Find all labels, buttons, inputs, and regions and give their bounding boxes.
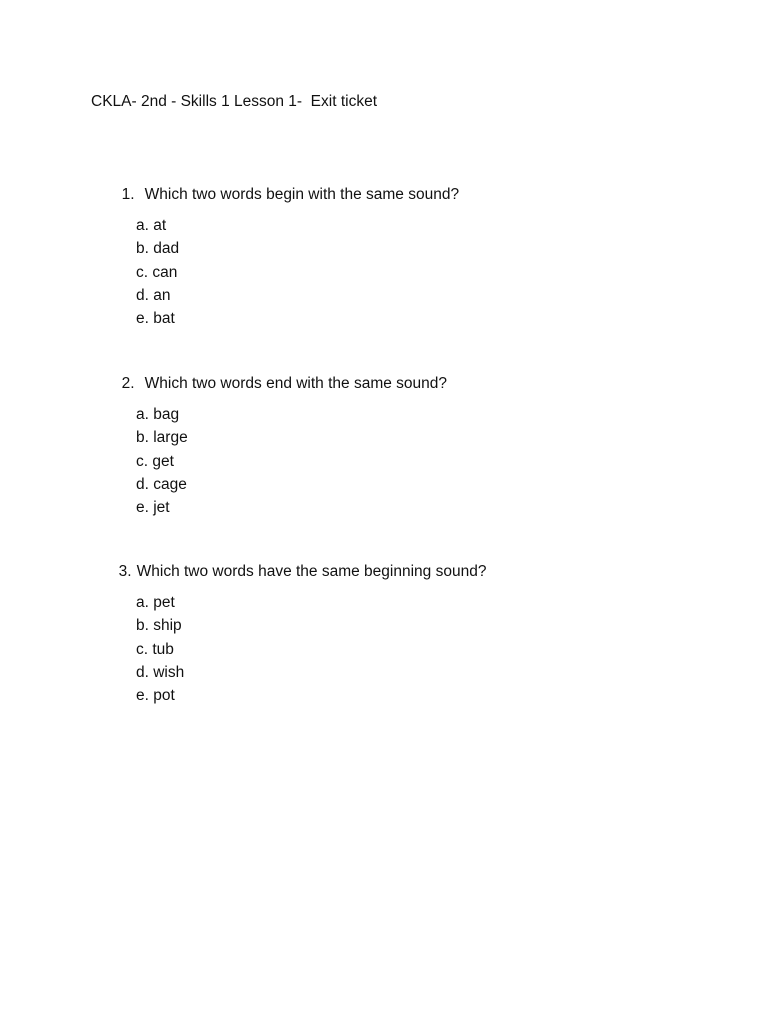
answer-option: d. cage: [136, 475, 187, 493]
answer-option: a. at: [136, 217, 167, 234]
question-1: [113, 168, 459, 204]
answer-option: b. ship: [136, 617, 182, 635]
question-number: 2.: [121, 375, 135, 392]
answer-option: a. pet: [136, 594, 175, 611]
answer-options-1: [136, 214, 179, 330]
answer-option: c. get: [136, 452, 174, 470]
answer-option: b. large: [136, 429, 188, 447]
question-text: Which two words begin with the same sound?: [144, 186, 460, 203]
worksheet-title: CKLA- 2nd - Skills 1 Lesson 1- Exit ticket: [91, 93, 378, 110]
answer-option: c. tub: [136, 640, 174, 658]
question-number: 1.: [121, 186, 135, 203]
answer-option: e. jet: [136, 499, 170, 517]
answer-option: e. pot: [136, 687, 175, 705]
answer-option: d. an: [136, 286, 171, 304]
answer-option: e. bat: [136, 310, 175, 328]
question-text: Which two words end with the same sound?: [144, 375, 448, 392]
answer-option: d. wish: [136, 663, 185, 681]
answer-option: c. can: [136, 263, 178, 281]
question-2: [113, 357, 447, 393]
answer-options-3: [136, 591, 184, 707]
question-3: [110, 545, 486, 581]
question-number: 3.: [118, 563, 132, 580]
answer-options-2: [136, 403, 188, 519]
question-text: Which two words have the same beginning sound?: [136, 563, 487, 580]
answer-option: b. dad: [136, 240, 180, 258]
answer-option: a. bag: [136, 406, 180, 423]
